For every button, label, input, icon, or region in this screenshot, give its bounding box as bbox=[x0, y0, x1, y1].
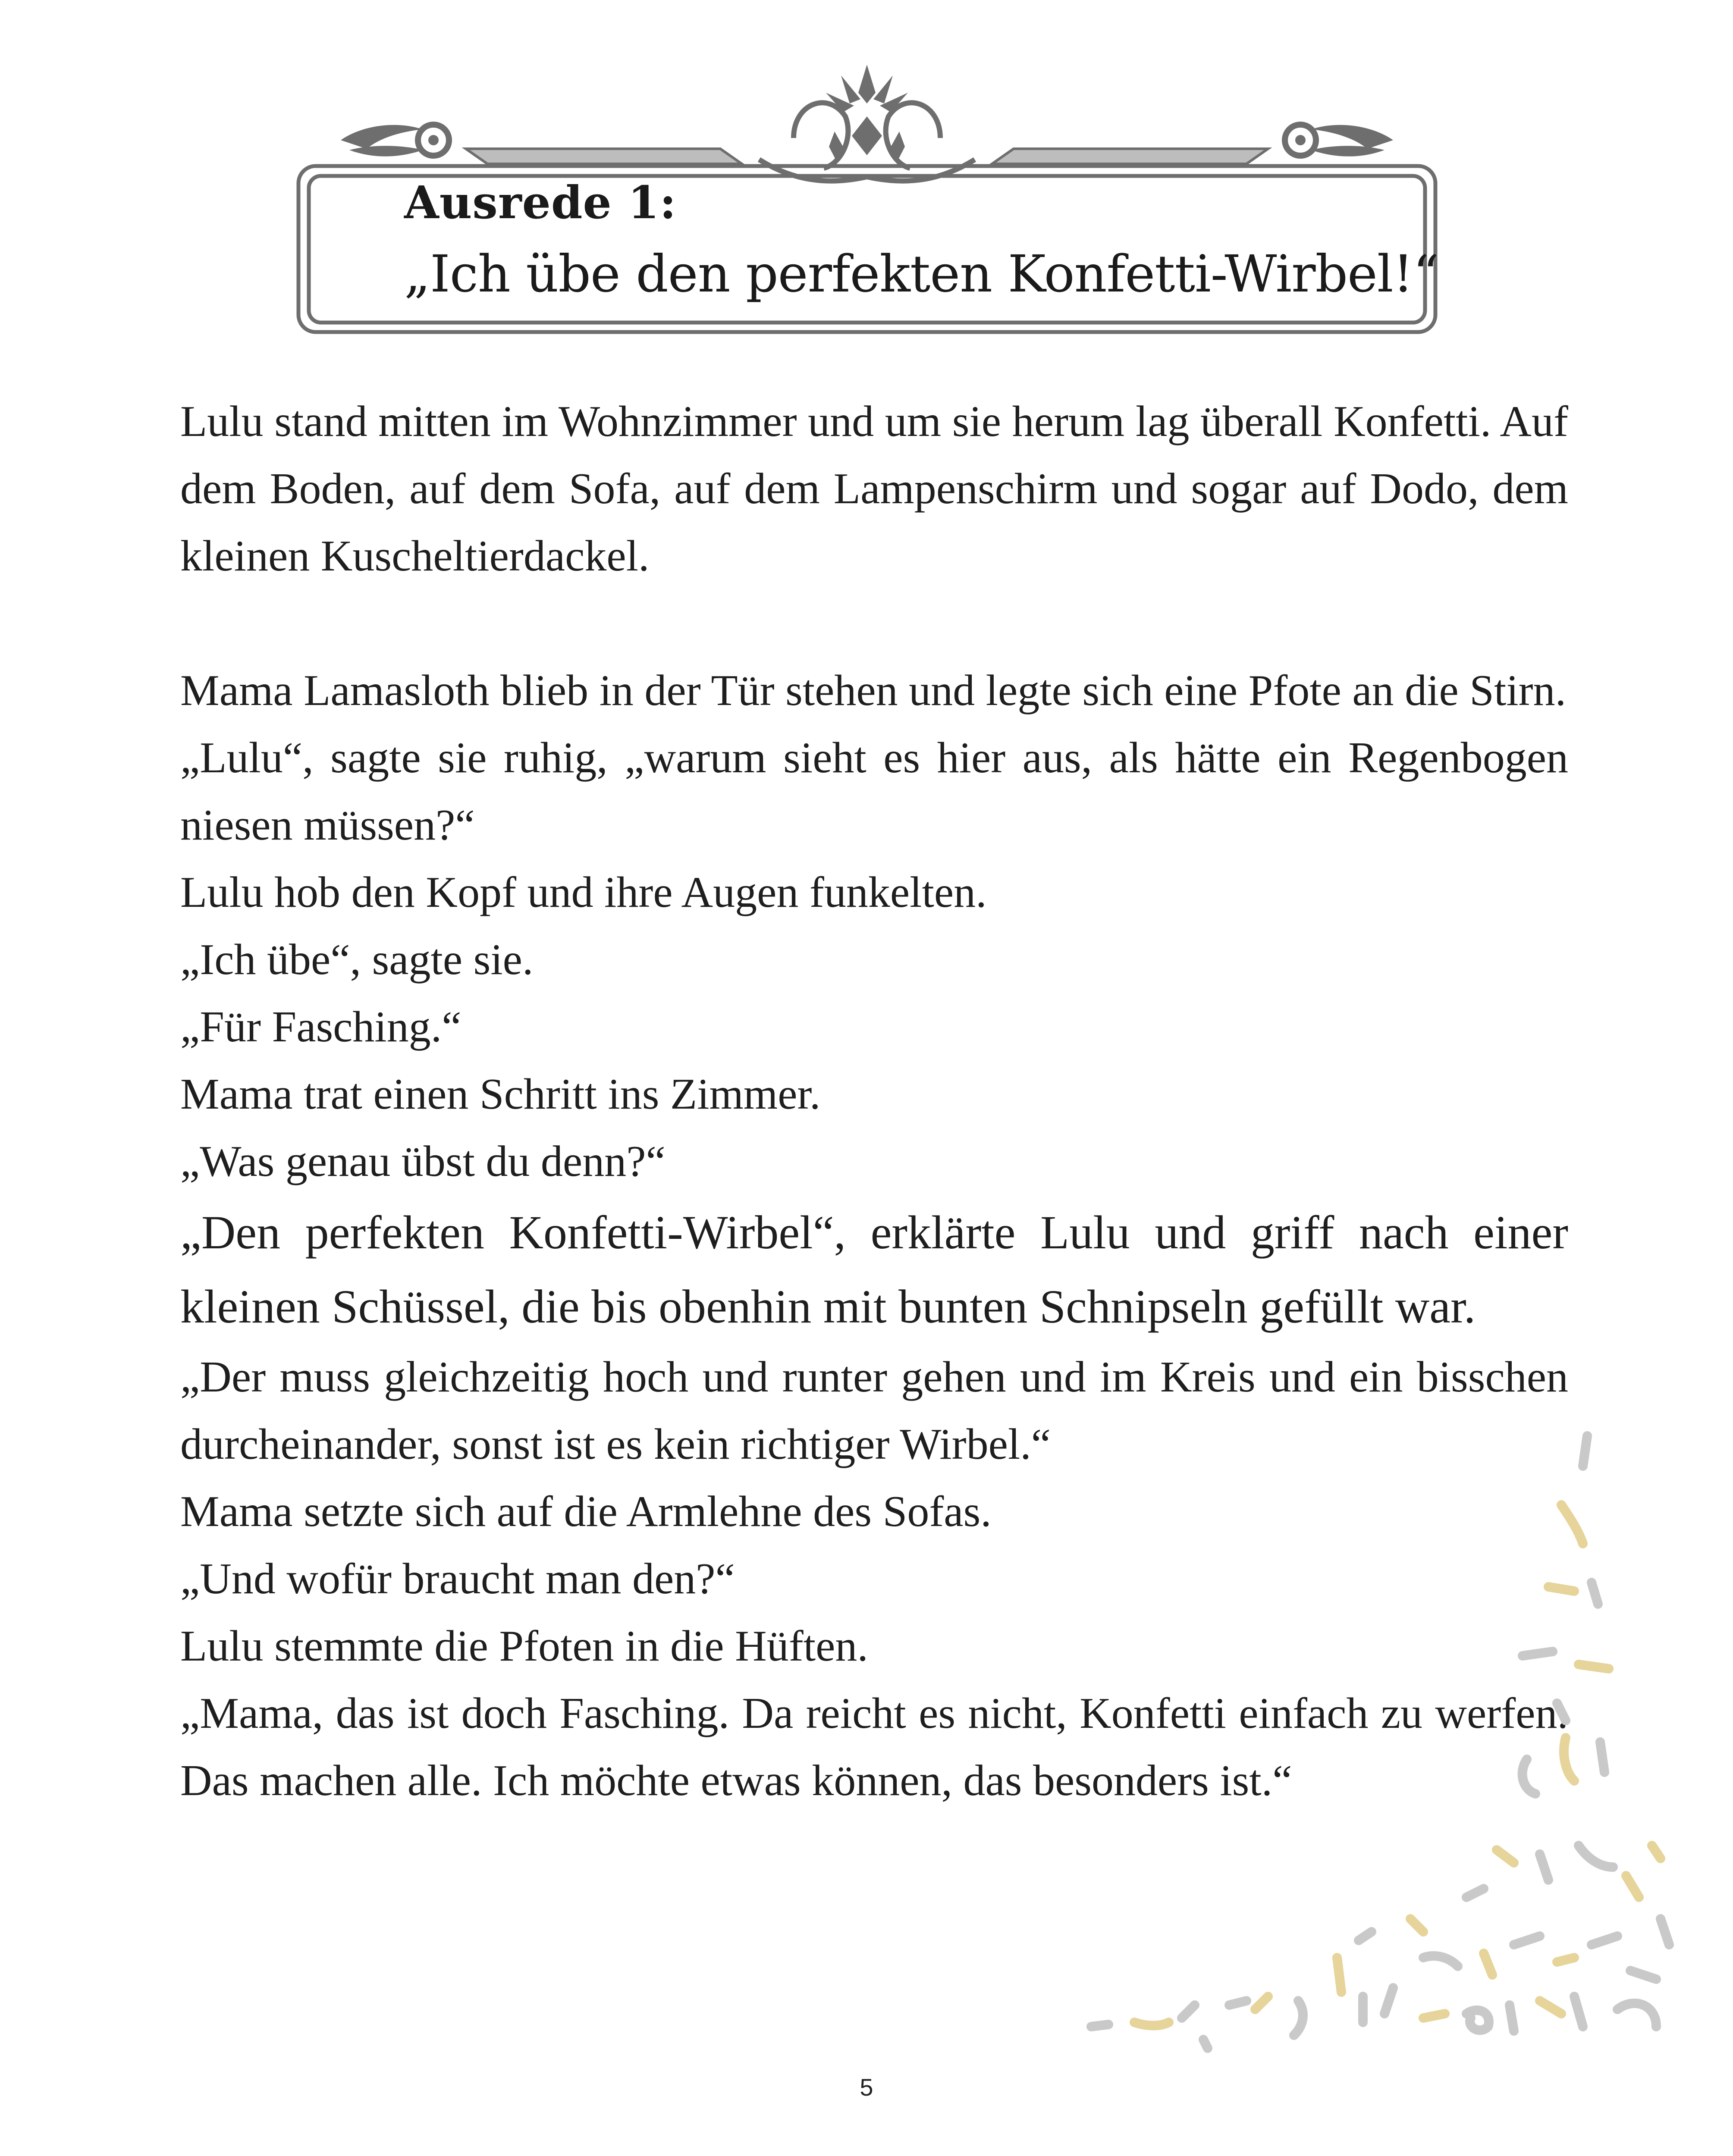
paragraph: Mama setzte sich auf die Armlehne des Sofas. bbox=[180, 1487, 992, 1536]
paragraph: „Ich übe“, sagte sie. bbox=[180, 935, 534, 984]
page-number: 5 bbox=[860, 2074, 873, 2101]
paragraph: Mama trat einen Schritt ins Zimmer. bbox=[180, 1070, 821, 1119]
paragraph: „Für Fasching.“ bbox=[180, 1003, 462, 1051]
paragraph: „Mama, das ist doch Fasching. Da reicht es nicht, Konfetti einfach zu werfen. Das machen alle. Ich möchte etwas können, das besonders ist.“ bbox=[180, 1689, 1568, 1805]
paragraph: Lulu hob den Kopf und ihre Augen funkelten. bbox=[180, 868, 987, 917]
paragraph: „Der muss gleichzeitig hoch und runter gehen und im Kreis und ein bisschen durcheinander, sonst ist es kein richtiger Wirbel.“ bbox=[180, 1353, 1568, 1469]
paragraph: „Und wofür braucht man den?“ bbox=[180, 1554, 735, 1603]
paragraph: Lulu stemmte die Pfoten in die Hüften. bbox=[180, 1622, 868, 1670]
paragraph: „Lulu“, sagte sie ruhig, „warum sieht es hier aus, als hätte ein Regenbogen niesen müssen?“ bbox=[180, 733, 1568, 849]
paragraph: Mama Lamasloth blieb in der Tür stehen und legte sich eine Pfote an die Stirn. bbox=[180, 666, 1567, 715]
paragraph-gap bbox=[180, 590, 1568, 657]
paragraph: „Was genau übst du denn?“ bbox=[180, 1137, 666, 1186]
chapter-title bbox=[404, 170, 1439, 313]
paragraph: Lulu stand mitten im Wohnzimmer und um sie herum lag überall Konfetti. Auf dem Boden, auf dem Sofa, auf dem Lampenschirm und sogar auf Dodo, dem kleinen Kuscheltierdackel. bbox=[180, 397, 1568, 580]
chapter-quote: „Ich übe den perfekten Konfetti-Wirbel!“ bbox=[404, 244, 1439, 304]
confetti-decoration-icon bbox=[927, 1401, 1733, 2113]
paragraph: „Den perfekten Konfetti-Wirbel“, erklärte Lulu und griff nach einer kleinen Schüssel, die bis obenhin mit bunten Schnipseln gefüllt war. bbox=[180, 1206, 1568, 1333]
chapter-label: Ausrede 1: bbox=[404, 176, 677, 229]
